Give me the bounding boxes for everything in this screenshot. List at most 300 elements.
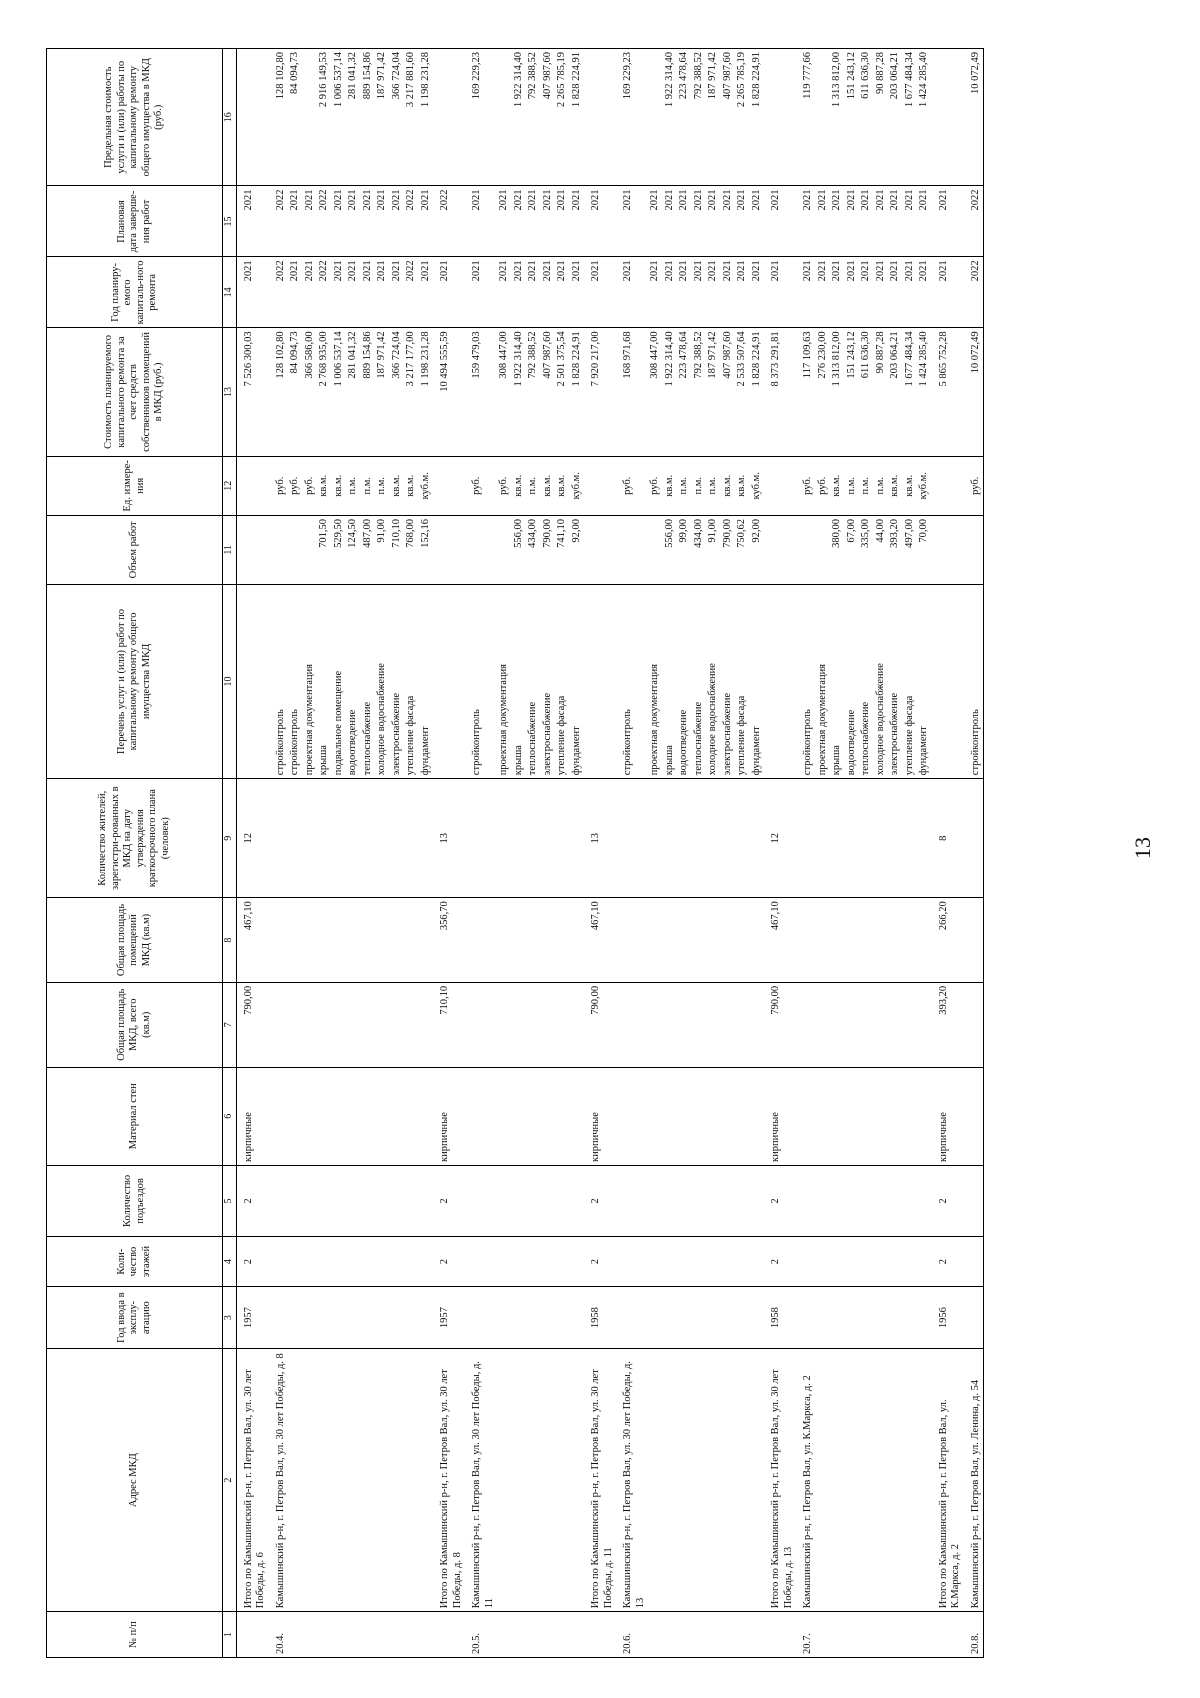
residents-cell — [570, 779, 585, 898]
header-cell: Ед. измере-ния — [47, 456, 223, 516]
completion-date-cell: 2022 — [317, 186, 332, 257]
header-cell: Стоимость планируемого капитального ремонта за счет средств собственников помещений в МКД (руб.) — [47, 328, 223, 456]
commissioning-year-cell — [375, 1287, 390, 1349]
planned-cost-cell: 10 072,49 — [964, 328, 984, 456]
address-cell — [816, 1349, 831, 1612]
table-row — [859, 49, 874, 1658]
work-type-cell: холодное водоснабжение — [706, 584, 721, 779]
completion-date-cell: 2021 — [859, 186, 874, 257]
row-number-cell — [648, 1612, 663, 1658]
unit-cell: руб. — [303, 456, 318, 516]
premises-area-cell: 467,10 — [584, 898, 616, 983]
repair-year-cell: 2021 — [584, 257, 616, 328]
unit-cell: руб. — [796, 456, 816, 516]
work-type-cell — [932, 584, 964, 779]
commissioning-year-cell — [419, 1287, 434, 1349]
work-type-cell: теплоснабжение — [859, 584, 874, 779]
work-type-cell: водоотведение — [845, 584, 860, 779]
address-cell — [830, 1349, 845, 1612]
row-number-cell — [361, 1612, 376, 1658]
table-row — [332, 49, 347, 1658]
residents-cell — [874, 779, 889, 898]
address-cell — [663, 1349, 678, 1612]
max-cost-cell: 203 064,21 — [888, 49, 903, 186]
max-cost-cell: 128 102,80 — [269, 49, 289, 186]
address-cell — [677, 1349, 692, 1612]
column-number: 10 — [223, 584, 237, 779]
repair-year-cell: 2021 — [648, 257, 663, 328]
commissioning-year-cell — [526, 1287, 541, 1349]
address-cell — [888, 1349, 903, 1612]
header-cell: Коли-чество этажей — [47, 1236, 223, 1286]
unit-cell: кв.м. — [903, 456, 918, 516]
table-row — [570, 49, 585, 1658]
commissioning-year-cell — [332, 1287, 347, 1349]
commissioning-year-cell — [303, 1287, 318, 1349]
table-row — [526, 49, 541, 1658]
commissioning-year-cell — [497, 1287, 512, 1349]
wall-material-cell — [692, 1067, 707, 1165]
work-volume-cell — [465, 516, 497, 585]
residents-cell — [903, 779, 918, 898]
planned-cost-cell: 10 494 555,59 — [433, 328, 465, 456]
work-type-cell: утепление фасада — [735, 584, 750, 779]
header-cell: Адрес МКД — [47, 1349, 223, 1612]
premises-area-cell — [419, 898, 434, 983]
commissioning-year-cell — [361, 1287, 376, 1349]
work-volume-cell: 434,00 — [692, 516, 707, 585]
row-number-cell — [721, 1612, 736, 1658]
work-volume-cell: 92,00 — [570, 516, 585, 585]
column-number: 13 — [223, 328, 237, 456]
wall-material-cell — [555, 1067, 570, 1165]
table-row — [964, 49, 984, 1658]
work-volume-cell — [796, 516, 816, 585]
entrances-cell — [465, 1165, 497, 1236]
commissioning-year-cell: 1958 — [584, 1287, 616, 1349]
column-number: 8 — [223, 898, 237, 983]
row-number-cell: 20.5. — [465, 1612, 497, 1658]
unit-cell: п.м. — [859, 456, 874, 516]
residents-cell — [796, 779, 816, 898]
table-row — [236, 49, 269, 1658]
completion-date-cell: 2021 — [888, 186, 903, 257]
premises-area-cell — [845, 898, 860, 983]
premises-area-cell — [361, 898, 376, 983]
wall-material-cell — [677, 1067, 692, 1165]
floors-cell — [750, 1236, 765, 1286]
column-number: 4 — [223, 1236, 237, 1286]
address-cell — [648, 1349, 663, 1612]
completion-date-cell: 2021 — [932, 186, 964, 257]
completion-date-cell: 2021 — [465, 186, 497, 257]
commissioning-year-cell — [677, 1287, 692, 1349]
floors-cell — [616, 1236, 648, 1286]
entrances-cell — [390, 1165, 405, 1236]
work-type-cell: подвальное помещение — [332, 584, 347, 779]
max-cost-cell: 187 971,42 — [706, 49, 721, 186]
premises-area-cell — [616, 898, 648, 983]
completion-date-cell: 2021 — [692, 186, 707, 257]
planned-cost-cell: 308 447,00 — [648, 328, 663, 456]
unit-cell: руб. — [465, 456, 497, 516]
floors-cell — [541, 1236, 556, 1286]
address-cell: Итого по Камышинский р-н, г. Петров Вал, ул. 30 лет Победы, д. 8 — [433, 1349, 465, 1612]
commissioning-year-cell — [390, 1287, 405, 1349]
work-volume-cell: 750,62 — [735, 516, 750, 585]
row-number-cell — [917, 1612, 932, 1658]
row-number-cell — [404, 1612, 419, 1658]
table-row — [433, 49, 465, 1658]
wall-material-cell — [288, 1067, 303, 1165]
unit-cell — [433, 456, 465, 516]
header-cell: Плановая дата заверше-ния работ — [47, 186, 223, 257]
commissioning-year-cell — [816, 1287, 831, 1349]
planned-cost-cell: 308 447,00 — [497, 328, 512, 456]
table-row — [721, 49, 736, 1658]
work-type-cell: электроснабжение — [721, 584, 736, 779]
wall-material-cell — [735, 1067, 750, 1165]
premises-area-cell — [332, 898, 347, 983]
work-volume-cell — [764, 516, 796, 585]
entrances-cell: 2 — [236, 1165, 269, 1236]
column-number: 1 — [223, 1612, 237, 1658]
repair-year-cell: 2021 — [692, 257, 707, 328]
floors-cell — [859, 1236, 874, 1286]
unit-cell: п.м. — [845, 456, 860, 516]
planned-cost-cell: 3 217 177,00 — [404, 328, 419, 456]
planned-cost-cell: 187 971,42 — [375, 328, 390, 456]
completion-date-cell: 2021 — [845, 186, 860, 257]
unit-cell — [584, 456, 616, 516]
max-cost-cell: 169 229,23 — [465, 49, 497, 186]
table-row — [677, 49, 692, 1658]
planned-cost-cell: 1 677 484,34 — [903, 328, 918, 456]
floors-cell — [888, 1236, 903, 1286]
address-cell — [874, 1349, 889, 1612]
entrances-cell — [903, 1165, 918, 1236]
completion-date-cell: 2021 — [361, 186, 376, 257]
commissioning-year-cell — [750, 1287, 765, 1349]
row-number-cell — [236, 1612, 269, 1658]
max-cost-cell: 1 828 224,91 — [570, 49, 585, 186]
entrances-cell — [404, 1165, 419, 1236]
max-cost-cell: 1 006 537,14 — [332, 49, 347, 186]
max-cost-cell: 2 916 149,53 — [317, 49, 332, 186]
work-volume-cell — [616, 516, 648, 585]
repair-year-cell: 2021 — [663, 257, 678, 328]
header-cell: Перечень услуг и (или) работ по капитальному ремонту общего имущества МКД — [47, 584, 223, 779]
work-type-cell: проектная документация — [497, 584, 512, 779]
completion-date-cell: 2021 — [375, 186, 390, 257]
work-volume-cell: 380,00 — [830, 516, 845, 585]
work-type-cell: крыша — [317, 584, 332, 779]
address-cell — [721, 1349, 736, 1612]
planned-cost-cell: 2 501 375,54 — [555, 328, 570, 456]
work-volume-cell: 710,10 — [390, 516, 405, 585]
table-row — [346, 49, 361, 1658]
row-number-cell — [706, 1612, 721, 1658]
entrances-cell — [332, 1165, 347, 1236]
row-number-cell — [375, 1612, 390, 1658]
work-type-cell: водоотведение — [677, 584, 692, 779]
address-cell — [845, 1349, 860, 1612]
work-volume-cell — [816, 516, 831, 585]
row-number-cell — [555, 1612, 570, 1658]
table-row — [845, 49, 860, 1658]
residents-cell — [692, 779, 707, 898]
floors-cell — [816, 1236, 831, 1286]
premises-area-cell — [663, 898, 678, 983]
residents-cell — [721, 779, 736, 898]
residents-cell — [346, 779, 361, 898]
residents-cell — [541, 779, 556, 898]
entrances-cell — [497, 1165, 512, 1236]
repair-year-cell: 2021 — [874, 257, 889, 328]
total-area-cell — [526, 982, 541, 1067]
floors-cell — [303, 1236, 318, 1286]
premises-area-cell — [830, 898, 845, 983]
unit-cell — [236, 456, 269, 516]
entrances-cell — [570, 1165, 585, 1236]
commissioning-year-cell — [317, 1287, 332, 1349]
wall-material-cell — [541, 1067, 556, 1165]
residents-cell — [288, 779, 303, 898]
entrances-cell — [830, 1165, 845, 1236]
row-number-cell — [570, 1612, 585, 1658]
address-cell: Итого по Камышинский р-н, г. Петров Вал, ул. 30 лет Победы, д. 11 — [584, 1349, 616, 1612]
premises-area-cell — [874, 898, 889, 983]
column-number: 3 — [223, 1287, 237, 1349]
planned-cost-cell: 1 313 812,00 — [830, 328, 845, 456]
completion-date-cell: 2021 — [706, 186, 721, 257]
table-row — [903, 49, 918, 1658]
floors-cell: 2 — [932, 1236, 964, 1286]
total-area-cell: 790,00 — [584, 982, 616, 1067]
planned-cost-cell: 366 724,04 — [390, 328, 405, 456]
row-number-cell — [332, 1612, 347, 1658]
floors-cell — [903, 1236, 918, 1286]
completion-date-cell: 2022 — [433, 186, 465, 257]
repair-year-cell: 2021 — [735, 257, 750, 328]
total-area-cell — [346, 982, 361, 1067]
planned-cost-cell: 407 987,60 — [721, 328, 736, 456]
repair-year-cell: 2022 — [269, 257, 289, 328]
address-cell — [750, 1349, 765, 1612]
work-volume-cell: 44,00 — [874, 516, 889, 585]
address-cell: Камышинский р-н, г. Петров Вал, ул. Ленина, д. 54 — [964, 1349, 984, 1612]
address-cell: Камышинский р-н, г. Петров Вал, ул. К.Маркса, д. 2 — [796, 1349, 816, 1612]
column-number: 2 — [223, 1349, 237, 1612]
planned-cost-cell: 128 102,80 — [269, 328, 289, 456]
max-cost-cell: 223 478,64 — [677, 49, 692, 186]
max-cost-cell — [433, 49, 465, 186]
table-row — [404, 49, 419, 1658]
completion-date-cell: 2021 — [541, 186, 556, 257]
residents-cell — [677, 779, 692, 898]
wall-material-cell: кирпичные — [764, 1067, 796, 1165]
premises-area-cell — [404, 898, 419, 983]
work-volume-cell: 790,00 — [541, 516, 556, 585]
residents-cell — [361, 779, 376, 898]
wall-material-cell — [465, 1067, 497, 1165]
row-number-cell — [932, 1612, 964, 1658]
completion-date-cell: 2021 — [874, 186, 889, 257]
repair-year-cell: 2021 — [512, 257, 527, 328]
unit-cell: руб. — [288, 456, 303, 516]
table-row — [796, 49, 816, 1658]
wall-material-cell — [332, 1067, 347, 1165]
planned-cost-cell: 159 479,03 — [465, 328, 497, 456]
floors-cell — [874, 1236, 889, 1286]
work-volume-cell: 556,00 — [663, 516, 678, 585]
repair-year-cell: 2021 — [917, 257, 932, 328]
residents-cell — [303, 779, 318, 898]
repair-year-cell: 2021 — [433, 257, 465, 328]
planned-cost-cell: 366 586,00 — [303, 328, 318, 456]
wall-material-cell — [512, 1067, 527, 1165]
work-type-cell: фундамент — [570, 584, 585, 779]
repair-year-cell: 2021 — [497, 257, 512, 328]
floors-cell — [526, 1236, 541, 1286]
entrances-cell — [706, 1165, 721, 1236]
table-body — [236, 49, 984, 1658]
commissioning-year-cell — [288, 1287, 303, 1349]
commissioning-year-cell — [465, 1287, 497, 1349]
max-cost-cell: 792 388,52 — [526, 49, 541, 186]
unit-cell: п.м. — [706, 456, 721, 516]
work-type-cell: теплоснабжение — [692, 584, 707, 779]
completion-date-cell: 2021 — [903, 186, 918, 257]
unit-cell: кв.м. — [390, 456, 405, 516]
total-area-cell — [750, 982, 765, 1067]
entrances-cell — [964, 1165, 984, 1236]
floors-cell — [692, 1236, 707, 1286]
premises-area-cell — [964, 898, 984, 983]
floors-cell — [706, 1236, 721, 1286]
max-cost-cell: 84 094,73 — [288, 49, 303, 186]
completion-date-cell: 2021 — [288, 186, 303, 257]
floors-cell: 2 — [236, 1236, 269, 1286]
table-row — [888, 49, 903, 1658]
unit-cell: кв.м. — [721, 456, 736, 516]
total-area-cell — [269, 982, 289, 1067]
work-volume-cell — [269, 516, 289, 585]
entrances-cell — [663, 1165, 678, 1236]
unit-cell: кв.м. — [317, 456, 332, 516]
table-row — [541, 49, 556, 1658]
row-number-cell — [888, 1612, 903, 1658]
total-area-cell — [375, 982, 390, 1067]
commissioning-year-cell — [512, 1287, 527, 1349]
completion-date-cell: 2021 — [816, 186, 831, 257]
commissioning-year-cell — [845, 1287, 860, 1349]
work-volume-cell: 335,00 — [859, 516, 874, 585]
completion-date-cell: 2021 — [497, 186, 512, 257]
total-area-cell — [830, 982, 845, 1067]
max-cost-cell: 1 828 224,91 — [750, 49, 765, 186]
row-number-cell: 20.6. — [616, 1612, 648, 1658]
planned-cost-cell: 889 154,86 — [361, 328, 376, 456]
work-type-cell: холодное водоснабжение — [375, 584, 390, 779]
entrances-cell — [512, 1165, 527, 1236]
planned-cost-cell: 1 424 285,40 — [917, 328, 932, 456]
work-type-cell: теплоснабжение — [526, 584, 541, 779]
row-number-cell — [874, 1612, 889, 1658]
total-area-cell — [692, 982, 707, 1067]
unit-cell: кв.м. — [404, 456, 419, 516]
unit-cell: кв.м. — [663, 456, 678, 516]
completion-date-cell: 2022 — [964, 186, 984, 257]
max-cost-cell: 1 922 314,40 — [512, 49, 527, 186]
total-area-cell — [512, 982, 527, 1067]
row-number-cell: 20.4. — [269, 1612, 289, 1658]
floors-cell — [288, 1236, 303, 1286]
wall-material-cell — [663, 1067, 678, 1165]
wall-material-cell — [570, 1067, 585, 1165]
wall-material-cell — [361, 1067, 376, 1165]
work-type-cell: электроснабжение — [541, 584, 556, 779]
unit-cell: куб.м. — [570, 456, 585, 516]
total-area-cell — [555, 982, 570, 1067]
planned-cost-cell: 2 533 507,64 — [735, 328, 750, 456]
unit-cell — [764, 456, 796, 516]
max-cost-cell: 151 243,12 — [845, 49, 860, 186]
entrances-cell — [303, 1165, 318, 1236]
floors-cell — [845, 1236, 860, 1286]
table-row — [750, 49, 765, 1658]
wall-material-cell — [721, 1067, 736, 1165]
residents-cell — [375, 779, 390, 898]
wall-material-cell — [346, 1067, 361, 1165]
entrances-cell — [677, 1165, 692, 1236]
work-volume-cell — [964, 516, 984, 585]
unit-cell: кв.м. — [332, 456, 347, 516]
commissioning-year-cell — [541, 1287, 556, 1349]
entrances-cell — [375, 1165, 390, 1236]
repair-year-cell: 2022 — [404, 257, 419, 328]
max-cost-cell: 169 229,23 — [616, 49, 648, 186]
work-volume-cell: 529,50 — [332, 516, 347, 585]
column-number: 5 — [223, 1165, 237, 1236]
floors-cell — [269, 1236, 289, 1286]
header-cell: Год ввода в эксплу-атацию — [47, 1287, 223, 1349]
row-number-cell — [288, 1612, 303, 1658]
table-row — [375, 49, 390, 1658]
completion-date-cell: 2021 — [332, 186, 347, 257]
planned-cost-cell: 223 478,64 — [677, 328, 692, 456]
work-volume-cell: 67,00 — [845, 516, 860, 585]
repair-year-cell: 2021 — [859, 257, 874, 328]
work-volume-cell: 790,00 — [721, 516, 736, 585]
floors-cell — [465, 1236, 497, 1286]
wall-material-cell — [874, 1067, 889, 1165]
table-row — [830, 49, 845, 1658]
row-number-cell — [512, 1612, 527, 1658]
header-cell: Общая площадь МКД, всего (кв.м) — [47, 982, 223, 1067]
unit-cell: п.м. — [677, 456, 692, 516]
work-type-cell: крыша — [830, 584, 845, 779]
planned-cost-cell: 792 388,52 — [526, 328, 541, 456]
work-volume-cell: 91,00 — [375, 516, 390, 585]
repair-year-cell: 2021 — [555, 257, 570, 328]
work-volume-cell: 70,00 — [917, 516, 932, 585]
work-volume-cell — [648, 516, 663, 585]
premises-area-cell: 467,10 — [764, 898, 796, 983]
work-volume-cell — [236, 516, 269, 585]
work-volume-cell: 768,00 — [404, 516, 419, 585]
unit-cell: кв.м. — [512, 456, 527, 516]
